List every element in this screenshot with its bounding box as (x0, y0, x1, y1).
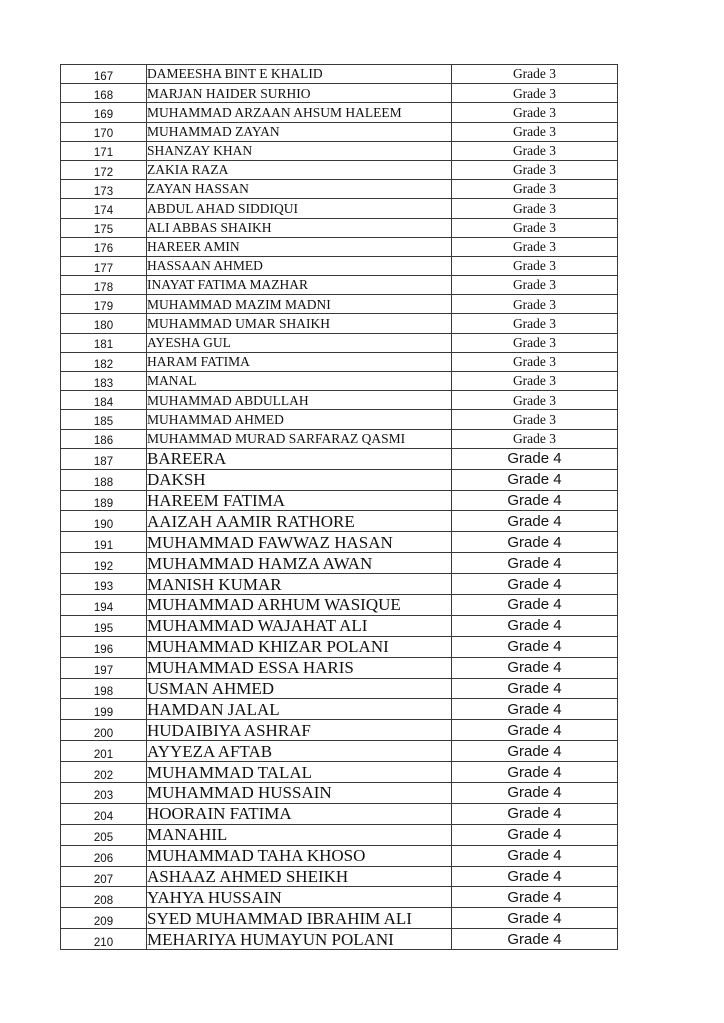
table-row (61, 511, 618, 532)
student-grade: Grade 4 (452, 615, 618, 636)
row-number: 187 (61, 448, 147, 469)
student-grade: Grade 3 (452, 276, 618, 295)
student-name: HUDAIBIYA ASHRAF (147, 720, 452, 741)
table-row (61, 824, 618, 845)
row-number: 198 (61, 678, 147, 699)
row-number: 167 (61, 65, 147, 84)
table-row (61, 908, 618, 929)
row-number: 200 (61, 720, 147, 741)
student-grade: Grade 4 (452, 887, 618, 908)
student-grade: Grade 4 (452, 511, 618, 532)
student-grade: Grade 3 (452, 314, 618, 333)
row-number: 194 (61, 594, 147, 615)
table-row (61, 448, 618, 469)
table-row (61, 783, 618, 804)
student-grade: Grade 4 (452, 448, 618, 469)
table-row (61, 678, 618, 699)
student-name: MEHARIYA HUMAYUN POLANI (147, 929, 452, 950)
row-number: 169 (61, 103, 147, 122)
row-number: 173 (61, 180, 147, 199)
student-grade: Grade 4 (452, 678, 618, 699)
student-name: MUHAMMAD TALAL (147, 762, 452, 783)
student-name: SYED MUHAMMAD IBRAHIM ALI (147, 908, 452, 929)
student-grade: Grade 3 (452, 391, 618, 410)
table-row (61, 410, 618, 429)
student-grade: Grade 3 (452, 352, 618, 371)
student-name: MUHAMMAD TAHA KHOSO (147, 845, 452, 866)
student-grade: Grade 4 (452, 762, 618, 783)
student-name: MUHAMMAD KHIZAR POLANI (147, 636, 452, 657)
row-number: 178 (61, 276, 147, 295)
row-number: 177 (61, 256, 147, 275)
row-number: 188 (61, 469, 147, 490)
student-grade: Grade 4 (452, 845, 618, 866)
table-row (61, 199, 618, 218)
student-name: HOORAIN FATIMA (147, 803, 452, 824)
student-grade: Grade 3 (452, 410, 618, 429)
table-row (61, 699, 618, 720)
table-row (61, 490, 618, 511)
row-number: 210 (61, 929, 147, 950)
table-row (61, 65, 618, 84)
student-name: INAYAT FATIMA MAZHAR (147, 276, 452, 295)
student-grade: Grade 4 (452, 553, 618, 574)
table-row (61, 391, 618, 410)
row-number: 193 (61, 574, 147, 595)
student-grade: Grade 3 (452, 141, 618, 160)
row-number: 197 (61, 657, 147, 678)
student-name: HAMDAN JALAL (147, 699, 452, 720)
row-number: 181 (61, 333, 147, 352)
student-name: DAMEESHA BINT E KHALID (147, 65, 452, 84)
table-row (61, 929, 618, 950)
student-grade: Grade 3 (452, 65, 618, 84)
student-grade: Grade 4 (452, 720, 618, 741)
row-number: 179 (61, 295, 147, 314)
row-number: 205 (61, 824, 147, 845)
student-name: SHANZAY KHAN (147, 141, 452, 160)
row-number: 185 (61, 410, 147, 429)
table-row (61, 180, 618, 199)
student-name: MUHAMMAD UMAR SHAIKH (147, 314, 452, 333)
table-row (61, 636, 618, 657)
student-name: MUHAMMAD ABDULLAH (147, 391, 452, 410)
student-grade: Grade 4 (452, 594, 618, 615)
row-number: 182 (61, 352, 147, 371)
student-grade: Grade 4 (452, 699, 618, 720)
table-row (61, 256, 618, 275)
student-name: MANISH KUMAR (147, 574, 452, 595)
student-grade: Grade 3 (452, 199, 618, 218)
student-name: MUHAMMAD WAJAHAT ALI (147, 615, 452, 636)
student-name: MANAL (147, 372, 452, 391)
student-grade: Grade 3 (452, 103, 618, 122)
row-number: 207 (61, 866, 147, 887)
student-grade: Grade 3 (452, 333, 618, 352)
student-name: MUHAMMAD ESSA HARIS (147, 657, 452, 678)
student-name: YAHYA HUSSAIN (147, 887, 452, 908)
student-name: AAIZAH AAMIR RATHORE (147, 511, 452, 532)
table-row (61, 887, 618, 908)
row-number: 183 (61, 372, 147, 391)
student-name: MUHAMMAD MURAD SARFARAZ QASMI (147, 429, 452, 448)
student-grade: Grade 3 (452, 237, 618, 256)
table-row (61, 218, 618, 237)
student-grade: Grade 3 (452, 122, 618, 141)
student-grade: Grade 3 (452, 295, 618, 314)
row-number: 176 (61, 237, 147, 256)
row-number: 199 (61, 699, 147, 720)
student-name: AYYEZA AFTAB (147, 741, 452, 762)
student-name: ZAKIA RAZA (147, 160, 452, 179)
table-row (61, 295, 618, 314)
student-grade: Grade 4 (452, 783, 618, 804)
student-name: MUHAMMAD HAMZA AWAN (147, 553, 452, 574)
table-row (61, 122, 618, 141)
table-row (61, 574, 618, 595)
table-row (61, 160, 618, 179)
student-grade: Grade 3 (452, 84, 618, 103)
student-name: ALI ABBAS SHAIKH (147, 218, 452, 237)
row-number: 174 (61, 199, 147, 218)
row-number: 209 (61, 908, 147, 929)
row-number: 196 (61, 636, 147, 657)
table-row (61, 845, 618, 866)
row-number: 190 (61, 511, 147, 532)
row-number: 186 (61, 429, 147, 448)
student-grade: Grade 4 (452, 741, 618, 762)
row-number: 203 (61, 783, 147, 804)
student-name: ABDUL AHAD SIDDIQUI (147, 199, 452, 218)
table-row (61, 615, 618, 636)
student-grade: Grade 4 (452, 532, 618, 553)
student-grade: Grade 3 (452, 180, 618, 199)
student-name: BAREERA (147, 448, 452, 469)
student-grade: Grade 4 (452, 929, 618, 950)
table-row (61, 866, 618, 887)
table-row (61, 103, 618, 122)
table-row (61, 553, 618, 574)
student-name: ZAYAN HASSAN (147, 180, 452, 199)
student-grade: Grade 4 (452, 657, 618, 678)
table-row (61, 657, 618, 678)
student-name: HARAM FATIMA (147, 352, 452, 371)
row-number: 189 (61, 490, 147, 511)
student-name: MANAHIL (147, 824, 452, 845)
student-name: USMAN AHMED (147, 678, 452, 699)
row-number: 202 (61, 762, 147, 783)
table-row (61, 594, 618, 615)
table-row (61, 803, 618, 824)
table-row (61, 469, 618, 490)
student-name: MUHAMMAD FAWWAZ HASAN (147, 532, 452, 553)
table-row (61, 741, 618, 762)
table-row (61, 352, 618, 371)
student-name: ASHAAZ AHMED SHEIKH (147, 866, 452, 887)
table-row (61, 276, 618, 295)
table-row (61, 372, 618, 391)
student-name: DAKSH (147, 469, 452, 490)
student-grade: Grade 4 (452, 824, 618, 845)
table-row (61, 314, 618, 333)
table-row (61, 429, 618, 448)
student-grade: Grade 4 (452, 803, 618, 824)
student-roster-table (60, 64, 618, 950)
table-row (61, 237, 618, 256)
row-number: 192 (61, 553, 147, 574)
student-name: MUHAMMAD ZAYAN (147, 122, 452, 141)
row-number: 184 (61, 391, 147, 410)
table-row (61, 84, 618, 103)
student-name: MUHAMMAD ARHUM WASIQUE (147, 594, 452, 615)
student-grade: Grade 4 (452, 574, 618, 595)
row-number: 208 (61, 887, 147, 908)
student-grade: Grade 4 (452, 490, 618, 511)
table-row (61, 333, 618, 352)
student-name: MUHAMMAD AHMED (147, 410, 452, 429)
row-number: 195 (61, 615, 147, 636)
student-grade: Grade 3 (452, 372, 618, 391)
student-name: HAREER AMIN (147, 237, 452, 256)
row-number: 175 (61, 218, 147, 237)
row-number: 201 (61, 741, 147, 762)
row-number: 172 (61, 160, 147, 179)
row-number: 168 (61, 84, 147, 103)
student-grade: Grade 4 (452, 908, 618, 929)
student-grade: Grade 3 (452, 160, 618, 179)
row-number: 191 (61, 532, 147, 553)
table-row (61, 720, 618, 741)
student-name: MUHAMMAD HUSSAIN (147, 783, 452, 804)
student-name: MUHAMMAD MAZIM MADNI (147, 295, 452, 314)
row-number: 180 (61, 314, 147, 333)
student-name: HAREEM FATIMA (147, 490, 452, 511)
table-row (61, 762, 618, 783)
student-grade: Grade 4 (452, 469, 618, 490)
student-grade: Grade 4 (452, 636, 618, 657)
table-row (61, 141, 618, 160)
student-grade: Grade 3 (452, 218, 618, 237)
roster-body (61, 65, 618, 950)
row-number: 206 (61, 845, 147, 866)
student-name: HASSAAN AHMED (147, 256, 452, 275)
student-grade: Grade 4 (452, 866, 618, 887)
table-row (61, 532, 618, 553)
row-number: 171 (61, 141, 147, 160)
student-name: MARJAN HAIDER SURHIO (147, 84, 452, 103)
student-grade: Grade 3 (452, 429, 618, 448)
student-grade: Grade 3 (452, 256, 618, 275)
row-number: 170 (61, 122, 147, 141)
row-number: 204 (61, 803, 147, 824)
student-name: AYESHA GUL (147, 333, 452, 352)
student-name: MUHAMMAD ARZAAN AHSUM HALEEM (147, 103, 452, 122)
